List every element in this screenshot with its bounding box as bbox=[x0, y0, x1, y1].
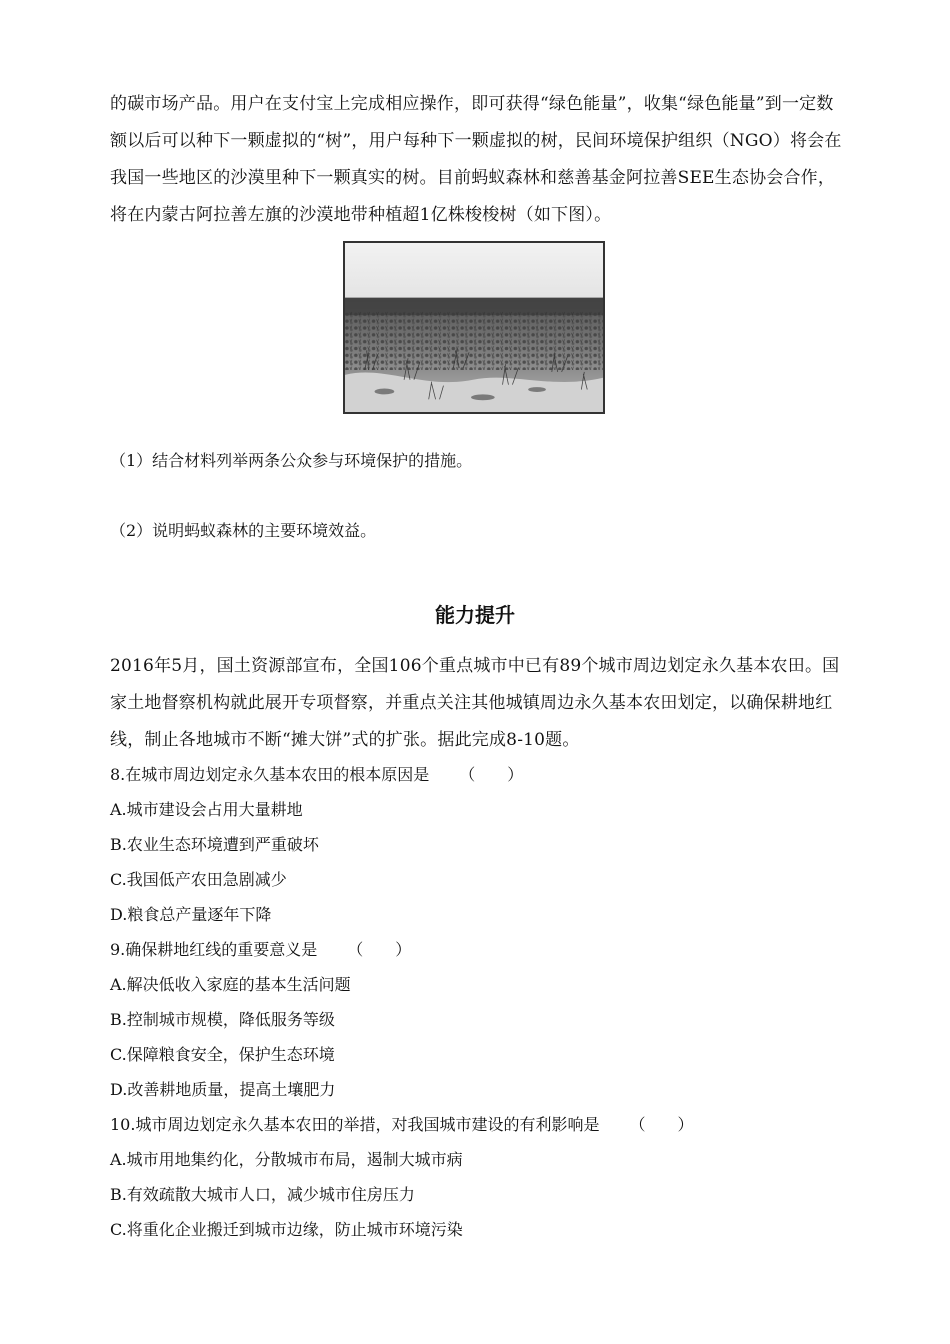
answer-paren: （ ） bbox=[629, 1115, 694, 1134]
question-text: 8.在城市周边划定永久基本农田的根本原因是 bbox=[110, 765, 430, 784]
question-9-option-c: C.保障粮食安全，保护生态环境 bbox=[110, 1045, 335, 1064]
question-9-stem bbox=[110, 938, 411, 962]
sub-question-1: （1）结合材料列举两条公众参与环境保护的措施。 bbox=[110, 451, 473, 470]
question-10-option-a: A.城市用地集约化，分散城市布局，遏制大城市病 bbox=[110, 1150, 463, 1169]
question-text: 9.确保耕地红线的重要意义是 bbox=[110, 940, 318, 959]
question-10-option-c: C.将重化企业搬迁到城市边缘，防止城市环境污染 bbox=[110, 1220, 463, 1239]
question-9-option-d: D.改善耕地质量，提高土壤肥力 bbox=[110, 1080, 336, 1099]
answer-paren: （ ） bbox=[347, 940, 412, 959]
question-8-option-d: D.粮食总产量逐年下降 bbox=[110, 905, 272, 924]
question-9-option-a: A.解决低收入家庭的基本生活问题 bbox=[110, 975, 351, 994]
answer-paren: （ ） bbox=[459, 765, 524, 784]
question-8-option-b: B.农业生态环境遭到严重破坏 bbox=[110, 835, 319, 854]
question-9-option-b: B.控制城市规模，降低服务等级 bbox=[110, 1010, 335, 1029]
desert-photo bbox=[343, 241, 605, 414]
question-10-stem bbox=[110, 1113, 693, 1137]
intro-paragraph: 的碳市场产品。用户在支付宝上完成相应操作，即可获得“绿色能量”，收集“绿色能量”到一定数额以后可以种下一颗虚拟的“树”，用户每种下一颗虚拟的树，民间环境保护组织（NGO）将会在我国一些地区的沙漠里种下一颗真实的树。目前蚂蚁森林和慈善基金阿拉善SEE生态协会合作，将在内蒙古阿拉善左旗的沙漠地带种植超1亿株梭梭树（如下图）。 bbox=[110, 94, 842, 225]
question-8-stem bbox=[110, 763, 523, 787]
desert-scene-illustration bbox=[345, 243, 603, 412]
question-8-option-a: A.城市建设会占用大量耕地 bbox=[110, 800, 303, 819]
question-8-option-c: C.我国低产农田急剧减少 bbox=[110, 870, 287, 889]
section-title: 能力提升 bbox=[435, 603, 515, 627]
section-material: 2016年5月，国土资源部宣布，全国106个重点城市中已有89个城市周边划定永久基本农田。国家土地督察机构就此展开专项督察，并重点关注其他城镇周边永久基本农田划定，以确保耕地红线，制止各地城市不断“摊大饼”式的扩张。据此完成8-10题。 bbox=[110, 656, 840, 750]
question-text: 10.城市周边划定永久基本农田的举措，对我国城市建设的有利影响是 bbox=[110, 1115, 600, 1134]
question-10-option-b: B.有效疏散大城市人口，减少城市住房压力 bbox=[110, 1185, 415, 1204]
sub-question-2: （2）说明蚂蚁森林的主要环境效益。 bbox=[110, 521, 377, 540]
